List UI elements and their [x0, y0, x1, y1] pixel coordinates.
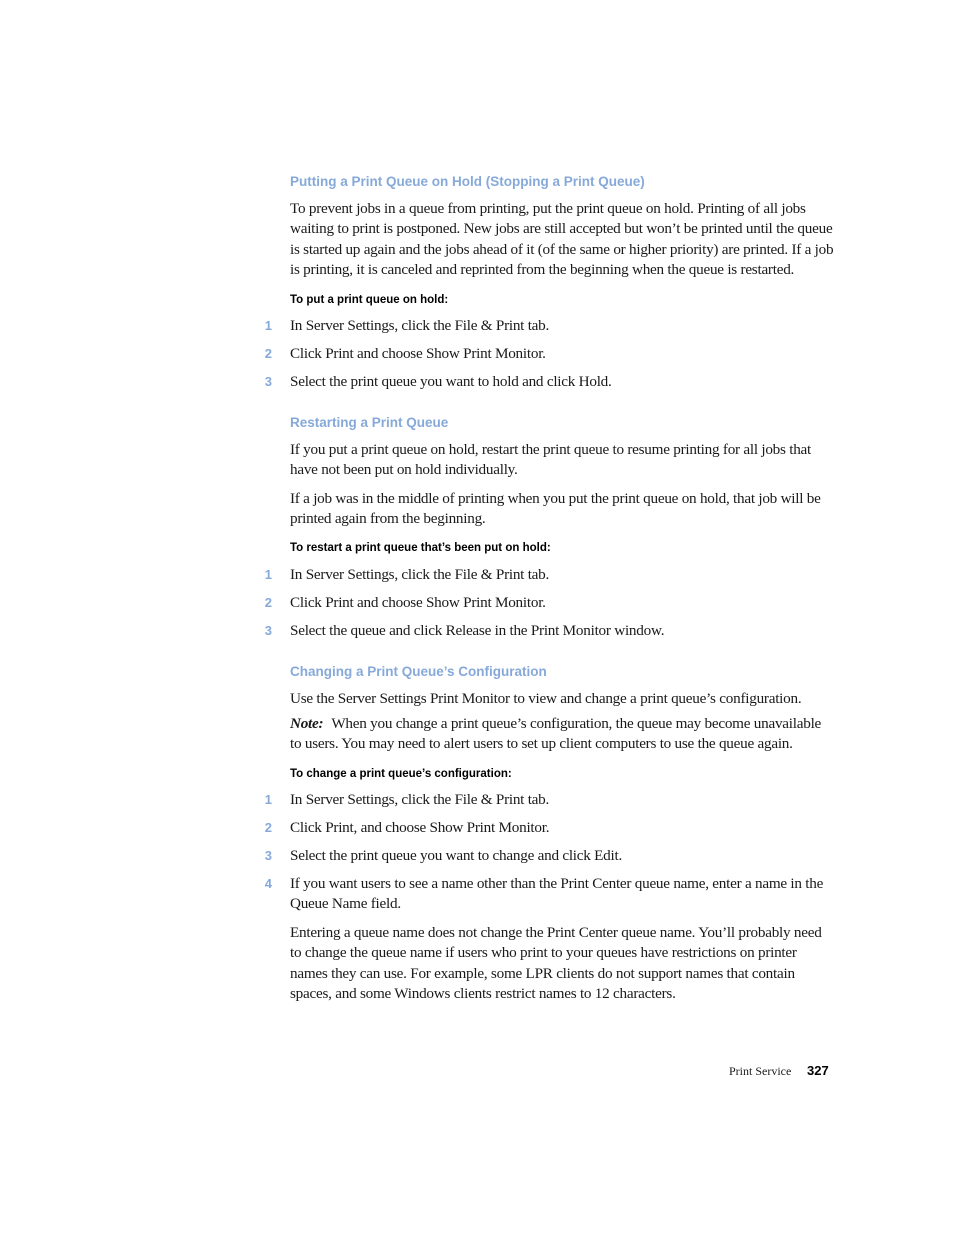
step-text: In Server Settings, click the File & Print tab.: [290, 566, 550, 583]
step-number: 1: [264, 318, 272, 333]
step-number: 2: [264, 820, 272, 835]
step-text: If you want users to see a name other than the Print Center queue name, enter a name in the Queue Name field.: [290, 875, 824, 913]
note-paragraph: [290, 714, 835, 755]
step-text: Click Print, and choose Show Print Monitor.: [290, 819, 550, 836]
page-number: 327: [807, 1063, 829, 1078]
section-heading-restart: Restarting a Print Queue: [290, 415, 449, 430]
paragraph-queue-name-note: Entering a queue name does not change the Print Center queue name. You’ll probably need to change the queue name if users who print to your queues have restrictions on printer names they can use. For example, some LPR clients do not support names that contain spaces, and some Windows clients restrict names to 12 characters.: [290, 924, 822, 1002]
step-text: Click Print and choose Show Print Monitor.: [290, 594, 546, 611]
step-number: 1: [264, 792, 272, 807]
step-number: 4: [264, 876, 272, 891]
task-heading-configuration: To change a print queue’s configuration:: [290, 768, 512, 780]
note-text: When you change a print queue’s configuration, the queue may become unavailable to users. You may need to alert users to set up client computers to use the queue again.: [290, 715, 822, 753]
footer-chapter-title: Print Service: [729, 1064, 792, 1078]
paragraph-configuration-intro: Use the Server Settings Print Monitor to view and change a print queue’s configuration.: [290, 690, 802, 707]
step-number: 3: [264, 623, 272, 638]
step-number: 2: [264, 595, 272, 610]
task-heading-hold: To put a print queue on hold:: [290, 294, 449, 306]
paragraph-hold-intro: To prevent jobs in a queue from printing, put the print queue on hold. Printing of all jobs waiting to print is postponed. New jobs are still accepted but won’t be printed until the queue is started up again and the jobs ahead of it (of the same or higher priority) are printed. If a job is printing, it is canceled and reprinted from the beginning when the queue is restarted.: [290, 200, 834, 278]
step-text: Select the print queue you want to hold and click Hold.: [290, 373, 612, 390]
step-number: 3: [264, 848, 272, 863]
section-heading-hold: Putting a Print Queue on Hold (Stopping a Print Queue): [290, 174, 645, 189]
step-text: In Server Settings, click the File & Print tab.: [290, 317, 550, 334]
note-label: Note:: [290, 715, 324, 732]
step-text: Click Print and choose Show Print Monitor.: [290, 345, 546, 362]
step-text: Select the queue and click Release in the Print Monitor window.: [290, 622, 665, 639]
step-number: 2: [264, 346, 272, 361]
section-heading-configuration: Changing a Print Queue’s Configuration: [290, 664, 547, 679]
step-number: 3: [264, 374, 272, 389]
step-text: In Server Settings, click the File & Print tab.: [290, 791, 550, 808]
step-text: Select the print queue you want to change and click Edit.: [290, 847, 622, 864]
step-number: 1: [264, 567, 272, 582]
paragraph-restart-intro: If you put a print queue on hold, restart the print queue to resume printing for all jobs that have not been put on hold individually.: [290, 441, 812, 479]
task-heading-restart: To restart a print queue that’s been put on hold:: [290, 542, 551, 554]
paragraph-restart-detail: If a job was in the middle of printing when you put the print queue on hold, that job will be printed again from the beginning.: [290, 490, 821, 528]
